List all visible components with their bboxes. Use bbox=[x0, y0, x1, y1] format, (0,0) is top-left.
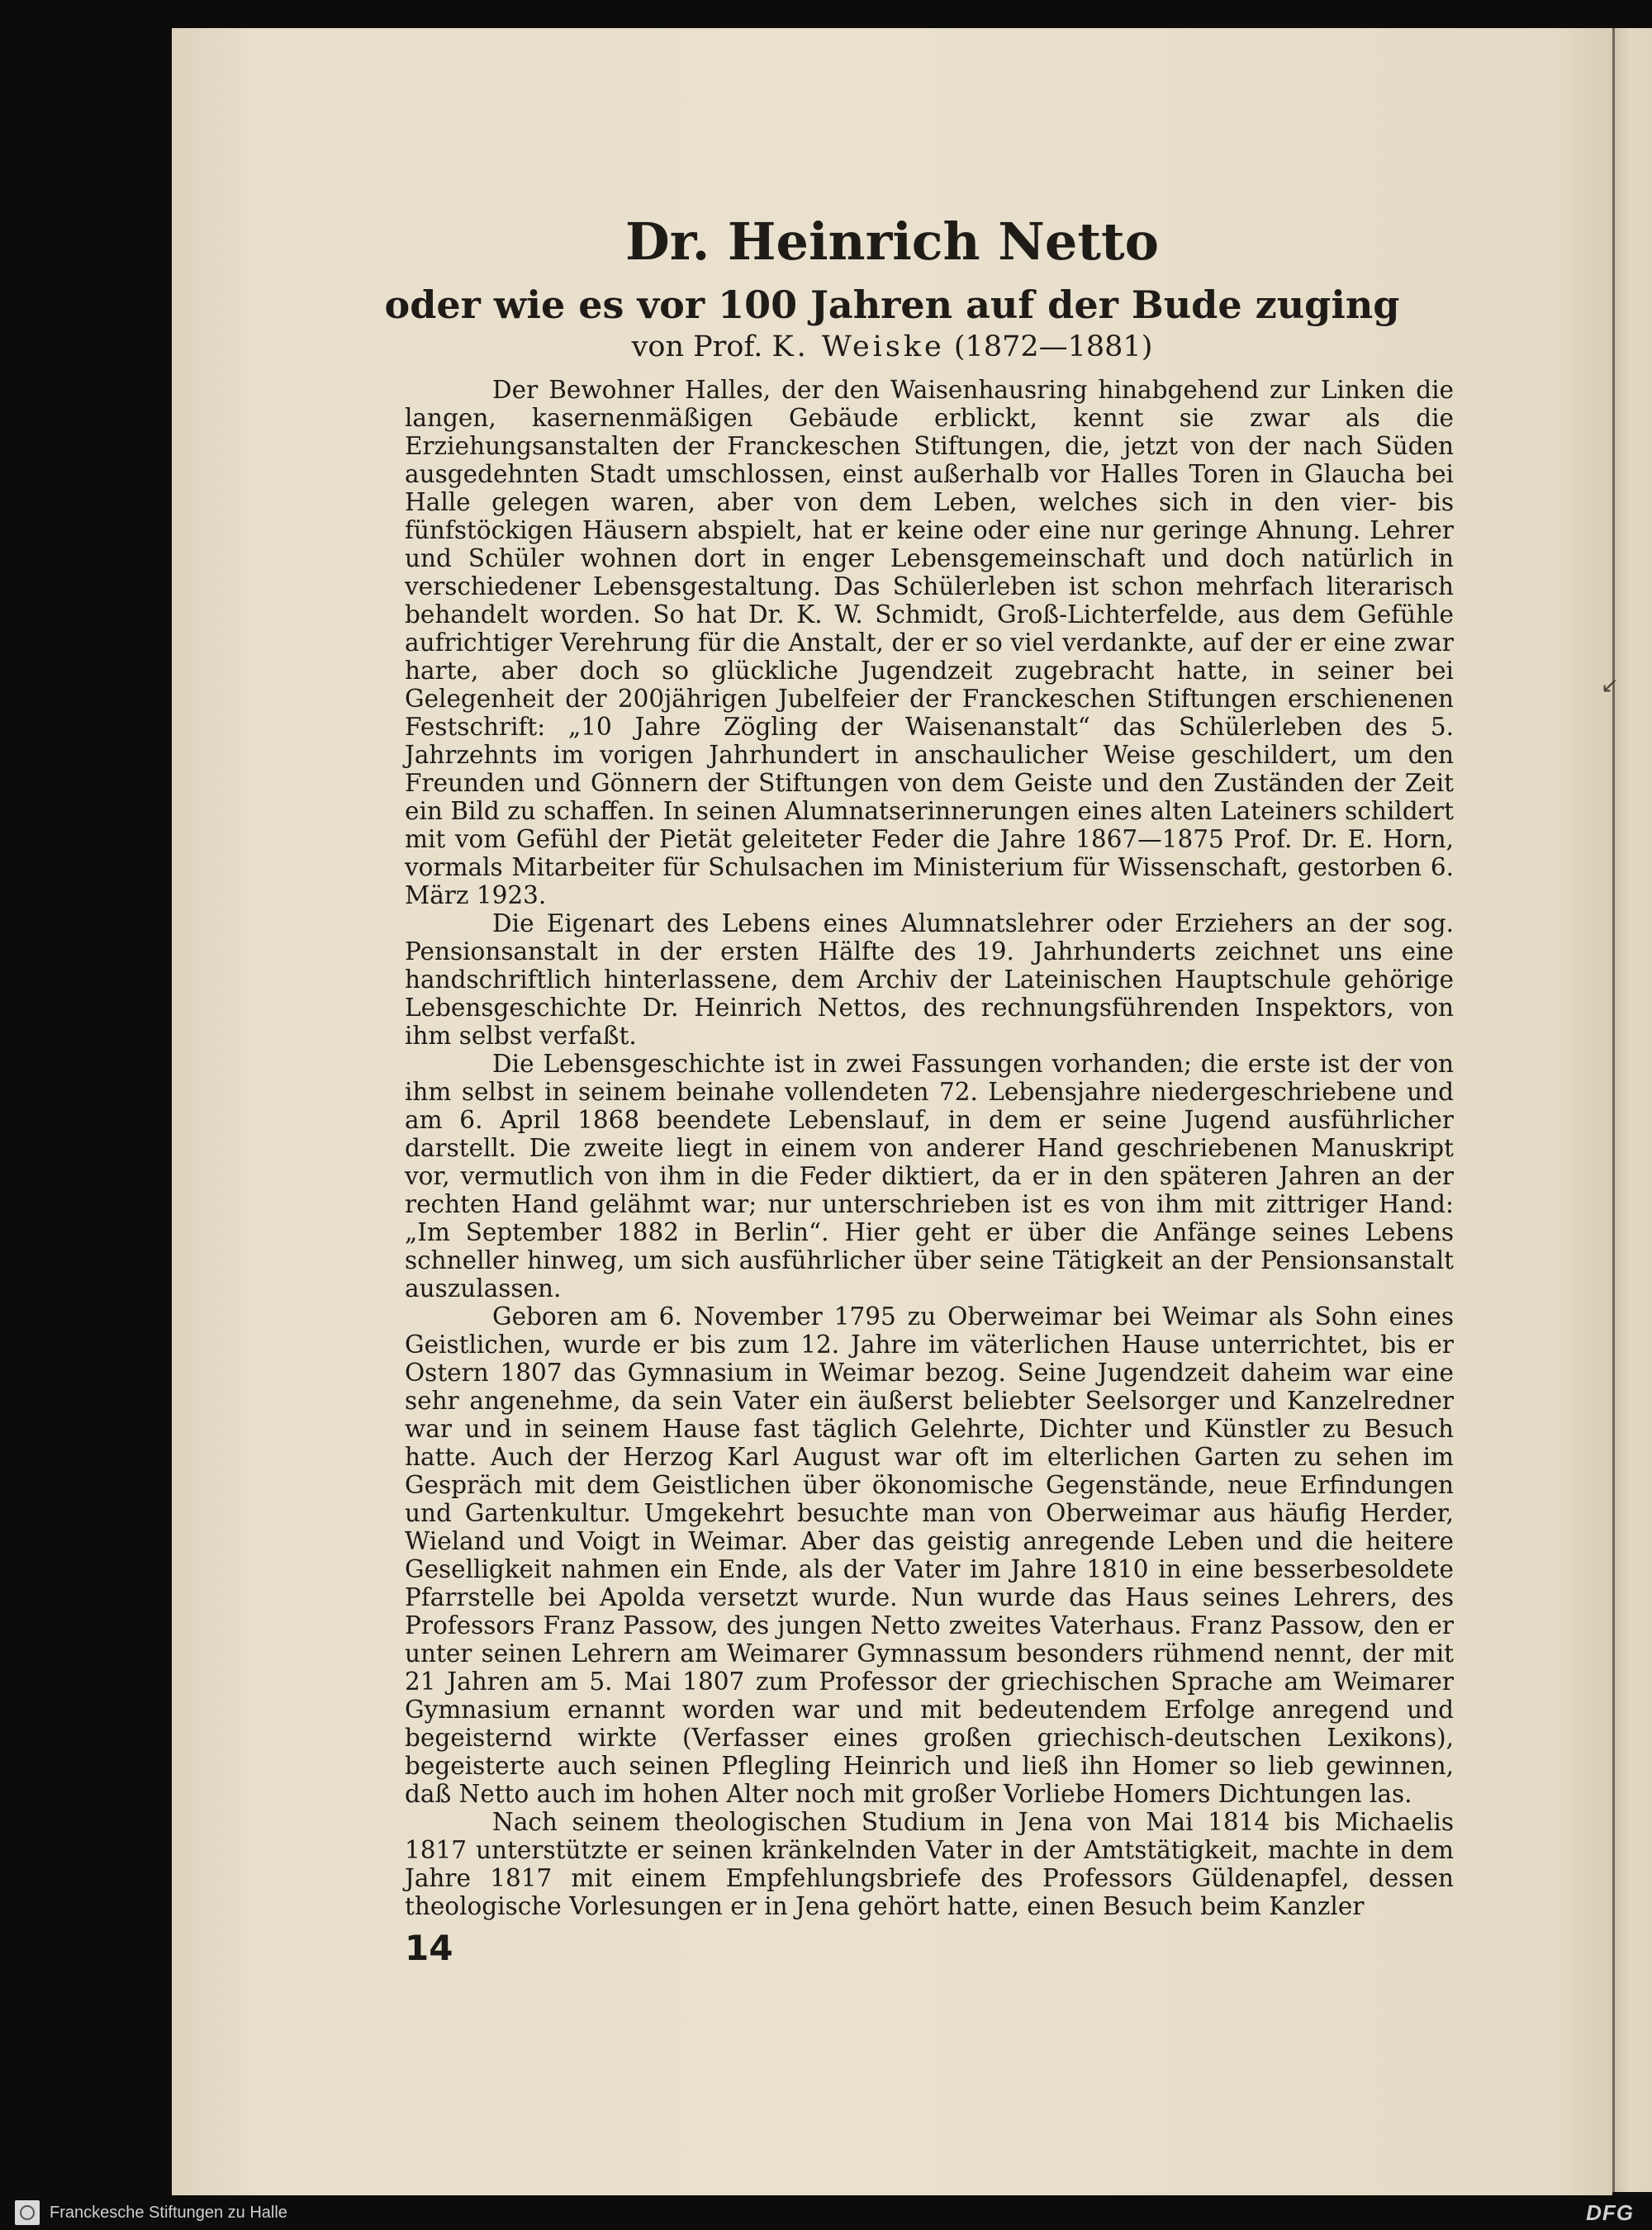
article-title: Dr. Heinrich Netto bbox=[625, 211, 1159, 272]
paragraph: Die Lebensgeschichte ist in zwei Fassungen vorhanden; die erste ist der von ihm selbst in seinem beinahe vollendeten 72. Lebensjahre niedergeschriebene und am 6. April 1868 beendete Lebenslauf, in dem er seine Jugend ausführlicher darstellt. Die zweite liegt in einem von anderer Hand geschriebenen Manuskript vor, vermutlich von ihm in die Feder diktiert, da er in den späteren Jahren an der rechten Hand gelähmt war; nur unterschrieben ist es von ihm mit zittriger Hand: „Im September 1882 in Berlin“. Hier geht er über die Anfänge seines Lebens schneller hinweg, um sich ausführlicher über seine Tätigkeit an der Pensionsanstalt auszulassen. bbox=[405, 1050, 1454, 1302]
author-prefix: von Prof. bbox=[631, 330, 772, 363]
edge-mark-icon: ↙ bbox=[1601, 673, 1619, 698]
article-subtitle: oder wie es vor 100 Jahren auf der Bude zuging bbox=[384, 282, 1400, 327]
facing-page-edge bbox=[1612, 28, 1652, 2192]
paragraph: Der Bewohner Halles, der den Waisenhausring hinabgehend zur Linken die langen, kasernenmäßigen Gebäude erblickt, kennt sie zwar als die Erziehungsanstalten der Franckeschen Stiftungen, die, jetzt von der nach Süden ausgedehnten Stadt umschlossen, einst außerhalb vor Halles Toren in Glaucha bei Halle gelegen waren, aber von dem Leben, welches sich in den vier- bis fünfstöckigen Häusern abspielt, hat er keine oder eine nur geringe Ahnung. Lehrer und Schüler wohnen dort in enger Lebensgemeinschaft und doch natürlich in verschiedener Lebensgestaltung. Das Schülerleben ist schon mehrfach literarisch behandelt worden. So hat Dr. K. W. Schmidt, Groß-Lichterfelde, aus dem Gefühle aufrichtiger Verehrung für die Anstalt, der er so viel verdankte, auf der er eine zwar harte, aber doch so glückliche Jugendzeit zugebracht hatte, in seiner bei Gelegenheit der 200jährigen Jubelfeier der Franckeschen Stiftungen erschienenen Festschrift: „10 Jahre Zögling der Waisenanstalt“ das Schülerleben des 5. Jahrzehnts im vorigen Jahrhundert in anschaulicher Weise geschildert, um den Freunden und Gönnern der Stiftungen von dem Geiste und den Zuständen der Zeit ein Bild zu schaffen. In seinen Alumnatserinnerungen eines alten Lateiners schildert mit vom Gefühl der Pietät geleiteter Feder die Jahre 1867—1875 Prof. Dr. E. Horn, vormals Mitarbeiter für Schulsachen im Ministerium für Wissenschaft, gestorben 6. März 1923. bbox=[405, 376, 1454, 909]
article-body bbox=[405, 376, 1454, 1920]
paragraph: Die Eigenart des Lebens eines Alumnatslehrer oder Erziehers an der sog. Pensionsanstalt in der ersten Hälfte des 19. Jahrhunderts zeichnet uns eine handschriftlich hinterlassene, dem Archiv der Lateinischen Hauptschule gehörige Lebensgeschichte Dr. Heinrich Nettos, des rechnungsführenden Inspektors, von ihm selbst verfaßt. bbox=[405, 909, 1454, 1050]
institution-logo-icon bbox=[15, 2200, 40, 2225]
institution-label: Franckesche Stiftungen zu Halle bbox=[50, 2204, 287, 2222]
paragraph: Nach seinem theologischen Studium in Jena von Mai 1814 bis Michaelis 1817 unterstützte er seinen kränkelnden Vater in der Amtstätigkeit, machte in dem Jahre 1817 mit einem Empfehlungsbriefe des Professors Güldenapfel, dessen theologische Vorlesungen er in Jena gehört hatte, einen Besuch beim Kanzler bbox=[405, 1808, 1454, 1920]
page-number: 14 bbox=[405, 1928, 453, 1968]
article-author bbox=[172, 330, 1612, 363]
author-name: K. Weiske bbox=[771, 330, 945, 363]
paragraph: Geboren am 6. November 1795 zu Oberweimar bei Weimar als Sohn eines Geistlichen, wurde er bis zum 12. Jahre im väterlichen Hause unterrichtet, bis er Ostern 1807 das Gymnasium in Weimar bezog. Seine Jugendzeit daheim war eine sehr angenehme, da sein Vater ein äußerst beliebter Seelsorger und Kanzelredner war und in seinem Hause fast täglich Gelehrte, Dichter und Künstler zu Besuch hatte. Auch der Herzog Karl August war oft im elterlichen Garten zu sehen im Gespräch mit dem Geistlichen über ökonomische Gegenstände, neue Erfindungen und Gartenkultur. Umgekehrt besuchte man von Oberweimar aus häufig Herder, Wieland und Voigt in Weimar. Aber das geistig anregende Leben und die heitere Geselligkeit nahmen ein Ende, als der Vater im Jahre 1810 in eine besserbesoldete Pfarrstelle bei Apolda versetzt wurde. Nun wurde das Haus seines Lehrers, des Professors Franz Passow, des jungen Netto zweites Vaterhaus. Franz Passow, den er unter seinen Lehrern am Weimarer Gymnassum besonders rühmend nennt, der mit 21 Jahren am 5. Mai 1807 zum Professor der griechischen Sprache am Weimarer Gymnasium ernannt worden war und mit bedeutendem Erfolge anregend und begeisternd wirkte (Verfasser eines großen griechisch-deutschen Lexikons), begeisterte auch seinen Pflegling Heinrich und ließ ihn Homer so lieb gewinnen, daß Netto auch im hohen Alter noch mit großer Vorliebe Homers Dichtungen las. bbox=[405, 1302, 1454, 1808]
author-years: (1872—1881) bbox=[944, 330, 1153, 363]
dfg-logo: DFG bbox=[1586, 2200, 1634, 2225]
